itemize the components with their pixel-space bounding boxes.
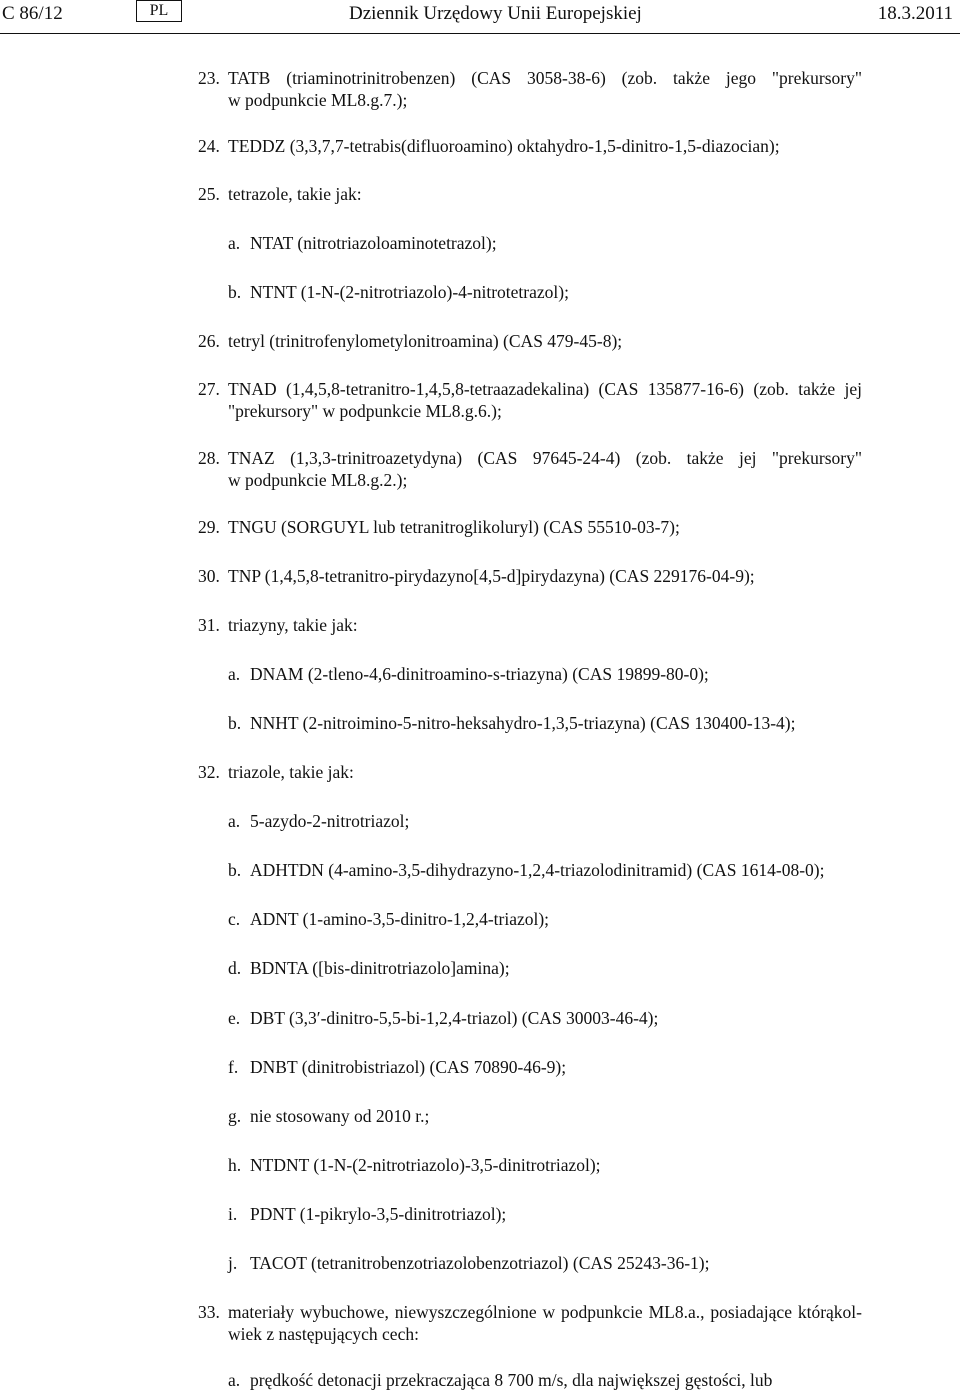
item-text-line: TEDDZ (3,3,7,7-tetrabis(difluoroamino) oktahydro-1,5-dinitro-1,5-diazocian); <box>228 136 780 156</box>
item-number: 23. <box>198 68 220 88</box>
item-number: 28. <box>198 448 220 468</box>
item-letter: a. <box>228 233 241 253</box>
item-number: 24. <box>198 136 220 156</box>
item-text-line: TNP (1,4,5,8-tetranitro-pirydazyno[4,5-d]pirydazyna) (CAS 229176-04-9); <box>228 566 755 586</box>
item-number: 30. <box>198 566 220 586</box>
item-text-line: w podpunkcie ML8.g.7.); <box>228 90 408 110</box>
item-text-line: TACOT (tetranitrobenzotriazolobenzotriazol) (CAS 25243-36-1); <box>250 1253 710 1273</box>
item-text-line: DNAM (2-tleno-4,6-dinitroamino-s-triazyna) (CAS 19899-80-0); <box>250 664 709 684</box>
publication-date: 18.3.2011 <box>877 3 953 24</box>
item-number: 27. <box>198 379 220 399</box>
item-text-line: tetrazole, takie jak: <box>228 184 362 204</box>
item-text-line: 5-azydo-2-nitrotriazol; <box>250 811 410 831</box>
item-letter: b. <box>228 282 242 302</box>
item-letter: a. <box>228 811 241 831</box>
item-text-line: ADHTDN (4-amino-3,5-dihydrazyno-1,2,4-triazolodinitramid) (CAS 1614-08-0); <box>250 860 825 880</box>
item-number: 33. <box>198 1302 220 1322</box>
item-number: 26. <box>198 331 220 351</box>
item-number: 25. <box>198 184 220 204</box>
item-text-line: NTAT (nitrotriazoloaminotetrazol); <box>250 233 497 253</box>
item-text-line: prędkość detonacji przekraczająca 8 700 m/s, dla największej gęstości, lub <box>250 1370 773 1390</box>
item-letter: g. <box>228 1106 242 1126</box>
item-letter: j. <box>228 1253 238 1273</box>
item-letter: h. <box>228 1155 242 1175</box>
item-letter: f. <box>228 1057 239 1077</box>
item-text-line: materiały wybuchowe, niewyszczególnione w podpunkcie ML8.a., posiadające którąkol- <box>228 1302 862 1322</box>
item-text-line: nie stosowany od 2010 r.; <box>250 1106 430 1126</box>
item-letter: d. <box>228 958 242 978</box>
item-text-line: NNHT (2-nitroimino-5-nitro-heksahydro-1,3,5-triazyna) (CAS 130400-13-4); <box>250 713 796 733</box>
item-text-line: TATB (triaminotrinitrobenzen) (CAS 3058-38-6) (zob. także jego "prekursory" <box>228 68 862 88</box>
item-text-line: DBT (3,3′-dinitro-5,5-bi-1,2,4-triazol) (CAS 30003-46-4); <box>250 1008 659 1028</box>
item-text-line: PDNT (1-pikrylo-3,5-dinitrotriazol); <box>250 1204 507 1224</box>
item-number: 29. <box>198 517 220 537</box>
item-text-line: TNAZ (1,3,3-trinitroazetydyna) (CAS 97645-24-4) (zob. także jej "prekursory" <box>228 448 862 468</box>
item-letter: a. <box>228 664 241 684</box>
page-reference: C 86/12 <box>2 3 63 24</box>
language-box: PL <box>136 0 182 22</box>
item-letter: a. <box>228 1370 241 1390</box>
header-rule <box>0 33 960 34</box>
item-text-line: TNGU (SORGUYL lub tetranitroglikoluryl) (CAS 55510-03-7); <box>228 517 680 537</box>
item-letter: i. <box>228 1204 238 1224</box>
item-text-line: NTDNT (1-N-(2-nitrotriazolo)-3,5-dinitrotriazol); <box>250 1155 601 1175</box>
item-text-line: TNAD (1,4,5,8-tetranitro-1,4,5,8-tetraazadekalina) (CAS 135877-16-6) (zob. także jej <box>228 379 862 399</box>
item-letter: e. <box>228 1008 241 1028</box>
item-text-line: BDNTA ([bis-dinitrotriazolo]amina); <box>250 958 510 978</box>
item-text-line: ADNT (1-amino-3,5-dinitro-1,2,4-triazol); <box>250 909 550 929</box>
item-text-line: triazole, takie jak: <box>228 762 354 782</box>
item-text-line: triazyny, takie jak: <box>228 615 358 635</box>
item-text-line: "prekursory" w podpunkcie ML8.g.6.); <box>228 401 502 421</box>
item-text-line: DNBT (dinitrobistriazol) (CAS 70890-46-9); <box>250 1057 567 1077</box>
journal-title: Dziennik Urzędowy Unii Europejskiej <box>349 3 642 24</box>
item-text-line: w podpunkcie ML8.g.2.); <box>228 470 408 490</box>
item-letter: b. <box>228 713 242 733</box>
item-number: 32. <box>198 762 220 782</box>
page-header <box>0 0 960 34</box>
item-text-line: wiek z następujących cech: <box>228 1324 419 1344</box>
item-letter: b. <box>228 860 242 880</box>
item-text-line: tetryl (trinitrofenylometylonitroamina) (CAS 479-45-8); <box>228 331 623 351</box>
item-letter: c. <box>228 909 241 929</box>
item-number: 31. <box>198 615 220 635</box>
item-text-line: NTNT (1-N-(2-nitrotriazolo)-4-nitrotetrazol); <box>250 282 569 302</box>
